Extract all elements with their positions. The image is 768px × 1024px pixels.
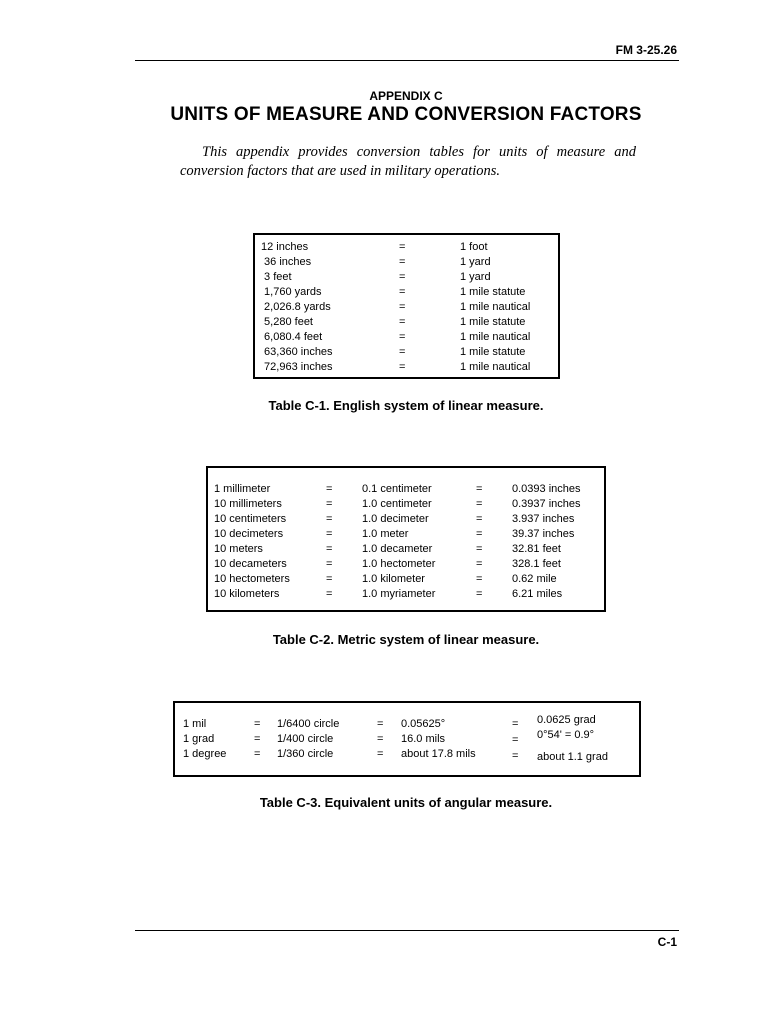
cell: = bbox=[326, 527, 333, 540]
english-linear-table bbox=[253, 233, 560, 379]
cell: 1 mil bbox=[183, 718, 207, 730]
cell: 3.937 inches bbox=[512, 512, 575, 525]
cell: 10 millimeters bbox=[214, 497, 282, 510]
cell: 1 foot bbox=[460, 240, 488, 253]
cell: 1.0 centimeter bbox=[362, 497, 432, 510]
cell: 10 centimeters bbox=[214, 512, 287, 525]
cell: = bbox=[476, 482, 483, 495]
cell: 0°54' = 0.9° bbox=[537, 729, 595, 741]
table-row bbox=[214, 572, 602, 587]
cell: = bbox=[399, 255, 406, 268]
cell: = bbox=[399, 285, 406, 298]
cell: 10 decimeters bbox=[214, 527, 284, 540]
cell: = bbox=[254, 718, 261, 730]
cell: 0.1 centimeter bbox=[362, 482, 432, 495]
cell: = bbox=[512, 718, 519, 730]
cell: 1 mile nautical bbox=[460, 361, 531, 374]
cell: 1,760 yards bbox=[261, 285, 322, 298]
cell: = bbox=[326, 588, 333, 601]
cell: 32.81 feet bbox=[512, 542, 561, 555]
page-title: UNITS OF MEASURE AND CONVERSION FACTORS bbox=[170, 104, 642, 125]
cell: 0.62 mile bbox=[512, 573, 557, 586]
table-row bbox=[214, 496, 602, 511]
cell: 328.1 feet bbox=[512, 558, 561, 571]
cell: 0.0393 inches bbox=[512, 482, 581, 495]
cell: 1.0 decimeter bbox=[362, 512, 429, 525]
cell: 0.3937 inches bbox=[512, 497, 581, 510]
cell: = bbox=[377, 748, 384, 760]
cell: 12 inches bbox=[261, 240, 309, 253]
cell: = bbox=[399, 346, 406, 359]
cell: = bbox=[254, 748, 261, 760]
cell: 1 mile nautical bbox=[460, 331, 531, 344]
cell: 10 kilometers bbox=[214, 588, 280, 601]
table-row bbox=[261, 284, 550, 299]
cell: 10 decameters bbox=[214, 558, 287, 571]
cell: = bbox=[399, 331, 406, 344]
cell: 1/400 circle bbox=[277, 733, 334, 745]
intro-paragraph: This appendix provides conversion tables for units of measure and conversion factors that are used in military operations. bbox=[180, 144, 636, 179]
table-row bbox=[214, 556, 602, 571]
english-table-body bbox=[261, 239, 550, 375]
table-row bbox=[261, 239, 550, 254]
cell: = bbox=[476, 558, 483, 571]
cell: 6,080.4 feet bbox=[261, 331, 323, 344]
table-c1-caption: Table C-1. English system of linear measure. bbox=[268, 398, 544, 413]
cell: 1 mile statute bbox=[460, 285, 526, 298]
cell: = bbox=[326, 497, 333, 510]
table-row bbox=[261, 360, 550, 375]
cell: 6.21 miles bbox=[512, 588, 563, 601]
table-c3-caption: Table C-3. Equivalent units of angular measure. bbox=[259, 795, 553, 810]
table-row bbox=[261, 299, 550, 314]
table-row bbox=[214, 481, 602, 496]
cell: 1.0 kilometer bbox=[362, 573, 425, 586]
cell: about 1.1 grad bbox=[537, 751, 608, 763]
table-row bbox=[261, 345, 550, 360]
cell: about 17.8 mils bbox=[401, 748, 476, 760]
cell: 0.05625° bbox=[401, 718, 446, 730]
page-number: C-1 bbox=[657, 935, 677, 949]
cell: = bbox=[326, 558, 333, 571]
cell: 1.0 decameter bbox=[362, 542, 433, 555]
cell: 5,280 feet bbox=[261, 316, 313, 329]
cell: = bbox=[476, 497, 483, 510]
table-row bbox=[261, 269, 550, 284]
footer-rule bbox=[135, 930, 679, 931]
cell: = bbox=[326, 573, 333, 586]
table-row bbox=[214, 526, 602, 541]
cell: = bbox=[476, 573, 483, 586]
table-row bbox=[261, 314, 550, 329]
cell: = bbox=[512, 750, 519, 762]
table-row bbox=[214, 541, 602, 556]
cell: = bbox=[326, 542, 333, 555]
table-row bbox=[261, 254, 550, 269]
cell: 0.0625 grad bbox=[537, 714, 596, 726]
document-id: FM 3-25.26 bbox=[615, 43, 677, 57]
cell: 1 grad bbox=[183, 733, 215, 745]
cell: 1 degree bbox=[183, 748, 227, 760]
cell: 3 feet bbox=[261, 270, 292, 283]
angular-measure-table bbox=[173, 701, 641, 777]
cell: = bbox=[326, 482, 333, 495]
cell: = bbox=[399, 270, 406, 283]
cell: 1 mile statute bbox=[460, 346, 526, 359]
cell: 1.0 hectometer bbox=[362, 558, 436, 571]
cell: = bbox=[512, 734, 519, 746]
cell: 1.0 meter bbox=[362, 527, 409, 540]
cell: 1 yard bbox=[460, 270, 491, 283]
cell: = bbox=[254, 733, 261, 745]
metric-linear-table bbox=[206, 466, 606, 612]
cell: 1 mile nautical bbox=[460, 300, 531, 313]
cell: 36 inches bbox=[261, 255, 312, 268]
cell: 16.0 mils bbox=[401, 733, 446, 745]
cell: = bbox=[326, 512, 333, 525]
table-row bbox=[261, 330, 550, 345]
cell: = bbox=[476, 542, 483, 555]
table-c2-caption: Table C-2. Metric system of linear measure. bbox=[272, 632, 540, 647]
cell: = bbox=[399, 300, 406, 313]
cell: = bbox=[377, 718, 384, 730]
cell: = bbox=[476, 512, 483, 525]
table-row bbox=[214, 511, 602, 526]
cell: 10 meters bbox=[214, 542, 263, 555]
cell: 72,963 inches bbox=[261, 361, 333, 374]
cell: = bbox=[476, 588, 483, 601]
cell: 1 yard bbox=[460, 255, 491, 268]
cell: 1/360 circle bbox=[277, 748, 334, 760]
cell: 1/6400 circle bbox=[277, 718, 340, 730]
table-row bbox=[214, 587, 602, 602]
cell: 1 millimeter bbox=[214, 482, 271, 495]
cell: = bbox=[399, 316, 406, 329]
appendix-label: APPENDIX C bbox=[369, 89, 443, 103]
cell: = bbox=[399, 240, 406, 253]
header-rule bbox=[135, 60, 679, 61]
cell: 1.0 myriameter bbox=[362, 588, 436, 601]
cell: 39.37 inches bbox=[512, 527, 575, 540]
cell: 10 hectometers bbox=[214, 573, 290, 586]
cell: = bbox=[377, 733, 384, 745]
cell: = bbox=[399, 361, 406, 374]
cell: = bbox=[476, 527, 483, 540]
cell: 63,360 inches bbox=[261, 346, 333, 359]
metric-table-body bbox=[214, 481, 602, 602]
cell: 1 mile statute bbox=[460, 316, 526, 329]
cell: 2,026.8 yards bbox=[261, 300, 331, 313]
